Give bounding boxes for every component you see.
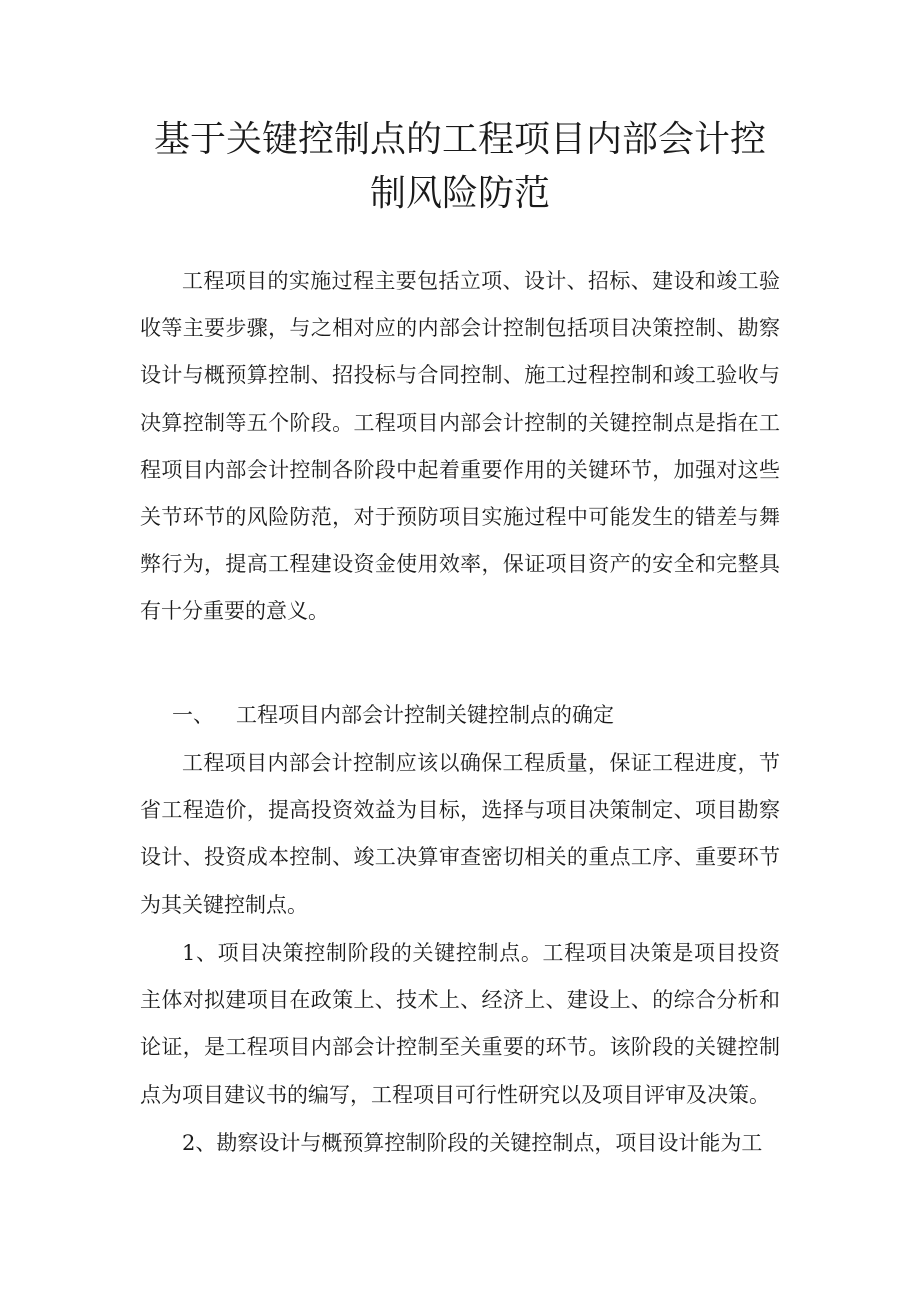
intro-paragraph: 工程项目的实施过程主要包括立项、设计、招标、建设和竣工验收等主要步骤，与之相对应的内部会计控制包括项目决策控制、勘察设计与概预算控制、招投标与合同控制、施工过程控制和竣工验收与决算控制等五个阶段。工程项目内部会计控制的关键控制点是指在工程项目内部会计控制各阶段中起着重要作用的关键环节，加强对这些关节环节的风险防范，对于预防项目实施过程中可能发生的错差与舞弊行为，提高工程建设资金使用效率，保证项目资产的安全和完整具有十分重要的意义。	[140, 269, 780, 624]
section-paragraph: 工程项目内部会计控制应该以确保工程质量，保证工程进度，节省工程造价，提高投资效益为目标，选择与项目决策制定、项目勘察设计、投资成本控制、竣工决算审查密切相关的重点工序、重要环节为其关键控制点。	[140, 751, 780, 917]
section-heading-text: 工程项目内部会计控制关键控制点的确定	[236, 703, 614, 727]
document-title: 基于关键控制点的工程项目内部会计控制风险防范	[153, 119, 766, 214]
list-item-1: 1、项目决策控制阶段的关键控制点。工程项目决策是项目投资主体对拟建项目在政策上、技术上、经济上、建设上、的综合分析和论证，是工程项目内部会计控制至关重要的环节。该阶段的关键控制点为项目建议书的编写，工程项目可行性研究以及项目评审及决策。	[140, 941, 780, 1107]
section-number: 一、	[172, 703, 214, 727]
section-heading	[172, 695, 614, 735]
list-item-2: 2、勘察设计与概预算控制阶段的关键控制点，项目设计能为工	[182, 1131, 763, 1155]
